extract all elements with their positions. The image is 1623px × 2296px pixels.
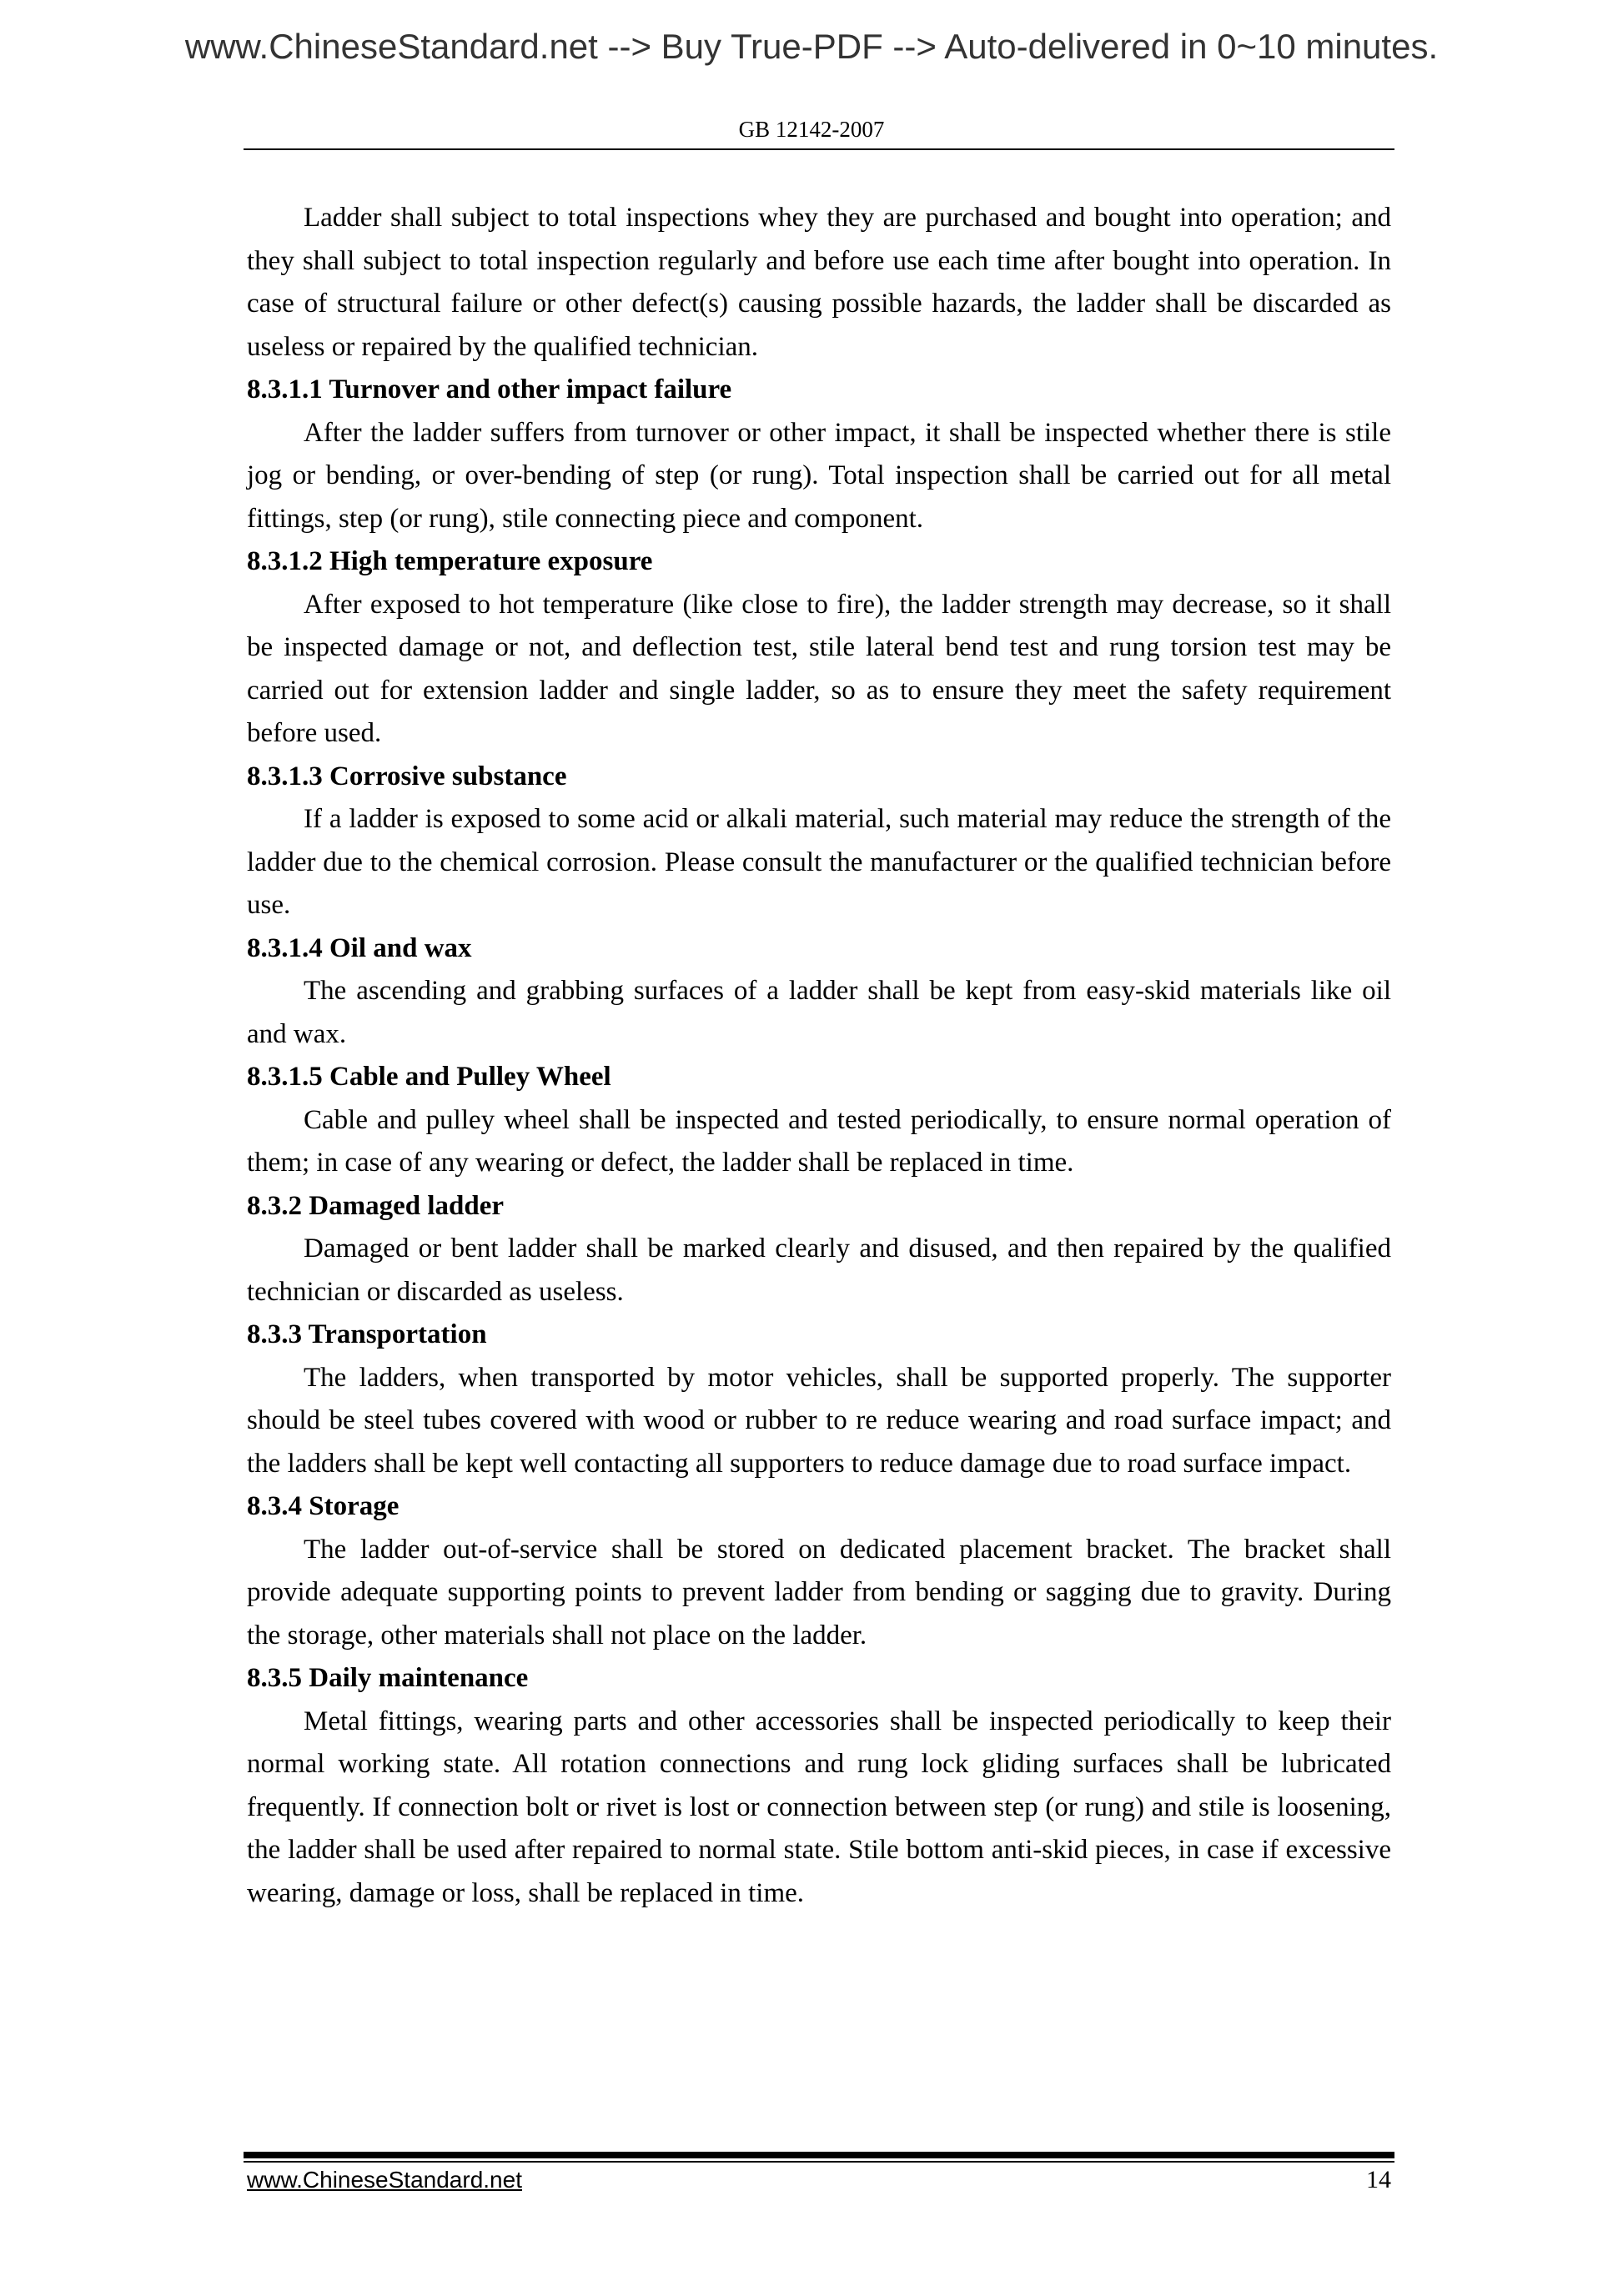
- header-divider: [244, 148, 1394, 150]
- section-8-3-5: [247, 1657, 1391, 1915]
- section-8-3-1-3: [247, 756, 1391, 927]
- section-paragraph: After exposed to hot temperature (like close to fire), the ladder strength may decrease, so it shall be inspected damage or not, and deflection test, stile lateral bend test and rung torsion test may be carried out for extension ladder and single ladder, so as to ensure they meet the safety requirement before used.: [247, 589, 1391, 748]
- section-paragraph: Damaged or bent ladder shall be marked clearly and disused, and then repaired by the qualified technician or discarded as useless.: [247, 1233, 1391, 1307]
- section-heading: 8.3.3 Transportation: [247, 1319, 487, 1349]
- section-8-3-4: [247, 1485, 1391, 1657]
- section-8-3-2: [247, 1185, 1391, 1314]
- standard-code: GB 12142-2007: [738, 117, 885, 142]
- header-banner: www.ChineseStandard.net --> Buy True-PDF --> Auto-delivered in 0~10 minutes.: [184, 27, 1439, 66]
- section-8-3-1-4: [247, 927, 1391, 1057]
- section-heading: 8.3.5 Daily maintenance: [247, 1663, 529, 1693]
- section-paragraph: Cable and pulley wheel shall be inspected and tested periodically, to ensure normal operation of them; in case of any wearing or defect, the ladder shall be replaced in time.: [247, 1104, 1391, 1178]
- page-number: 14: [1366, 2166, 1391, 2193]
- section-heading: 8.3.1.3 Corrosive substance: [247, 761, 567, 791]
- footer-divider-thick: [244, 2152, 1394, 2158]
- section-heading: 8.3.1.5 Cable and Pulley Wheel: [247, 1062, 611, 1092]
- section-paragraph: The ascending and grabbing surfaces of a ladder shall be kept from easy-skid materials like oil and wax.: [247, 976, 1391, 1049]
- section-heading: 8.3.1.1 Turnover and other impact failure: [247, 374, 732, 404]
- section-paragraph: Metal fittings, wearing parts and other accessories shall be inspected periodically to keep their normal working state. All rotation connections and rung lock gliding surfaces shall be lubricated frequently. If connection bolt or rivet is lost or connection between step (or rung) and stile is loosening, the ladder shall be used after repaired to normal state. Stile bottom anti-skid pieces, in case if excessive wearing, damage or loss, shall be replaced in time.: [247, 1706, 1391, 1908]
- section-8-3-1-5: [247, 1056, 1391, 1185]
- intro-paragraph: Ladder shall subject to total inspections whey they are purchased and bought into operation; and they shall subject to total inspection regularly and before use each time after bought into operation. In case of structural failure or other defect(s) causing possible hazards, the ladder shall be discarded as useless or repaired by the qualified technician.: [247, 203, 1391, 362]
- section-heading: 8.3.4 Storage: [247, 1491, 399, 1521]
- section-8-3-3: [247, 1314, 1391, 1485]
- section-heading: 8.3.2 Damaged ladder: [247, 1190, 504, 1221]
- section-8-3-1-1: [247, 369, 1391, 540]
- footer-divider-thin: [244, 2161, 1394, 2163]
- section-paragraph: The ladders, when transported by motor vehicles, shall be supported properly. The supporter should be steel tubes covered with wood or rubber to re reduce wearing and road surface impact; and the ladders shall be kept well contacting all supporters to reduce damage due to road surface impact.: [247, 1362, 1391, 1479]
- section-heading: 8.3.1.2 High temperature exposure: [247, 546, 653, 576]
- section-8-3-1-2: [247, 540, 1391, 756]
- section-paragraph: The ladder out-of-service shall be stored on dedicated placement bracket. The bracket shall provide adequate supporting points to prevent ladder from bending or sagging due to gravity. During the storage, other materials shall not place on the ladder.: [247, 1534, 1391, 1650]
- section-heading: 8.3.1.4 Oil and wax: [247, 932, 472, 963]
- section-paragraph: If a ladder is exposed to some acid or alkali material, such material may reduce the strength of the ladder due to the chemical corrosion. Please consult the manufacturer or the qualified technician before use.: [247, 804, 1391, 920]
- document-body: [247, 197, 1391, 1915]
- footer-website-link[interactable]: www.ChineseStandard.net: [247, 2167, 522, 2193]
- section-paragraph: After the ladder suffers from turnover or other impact, it shall be inspected whether there is stile jog or bending, or over-bending of step (or rung). Total inspection shall be carried out for all metal fittings, step (or rung), stile connecting piece and component.: [247, 417, 1391, 534]
